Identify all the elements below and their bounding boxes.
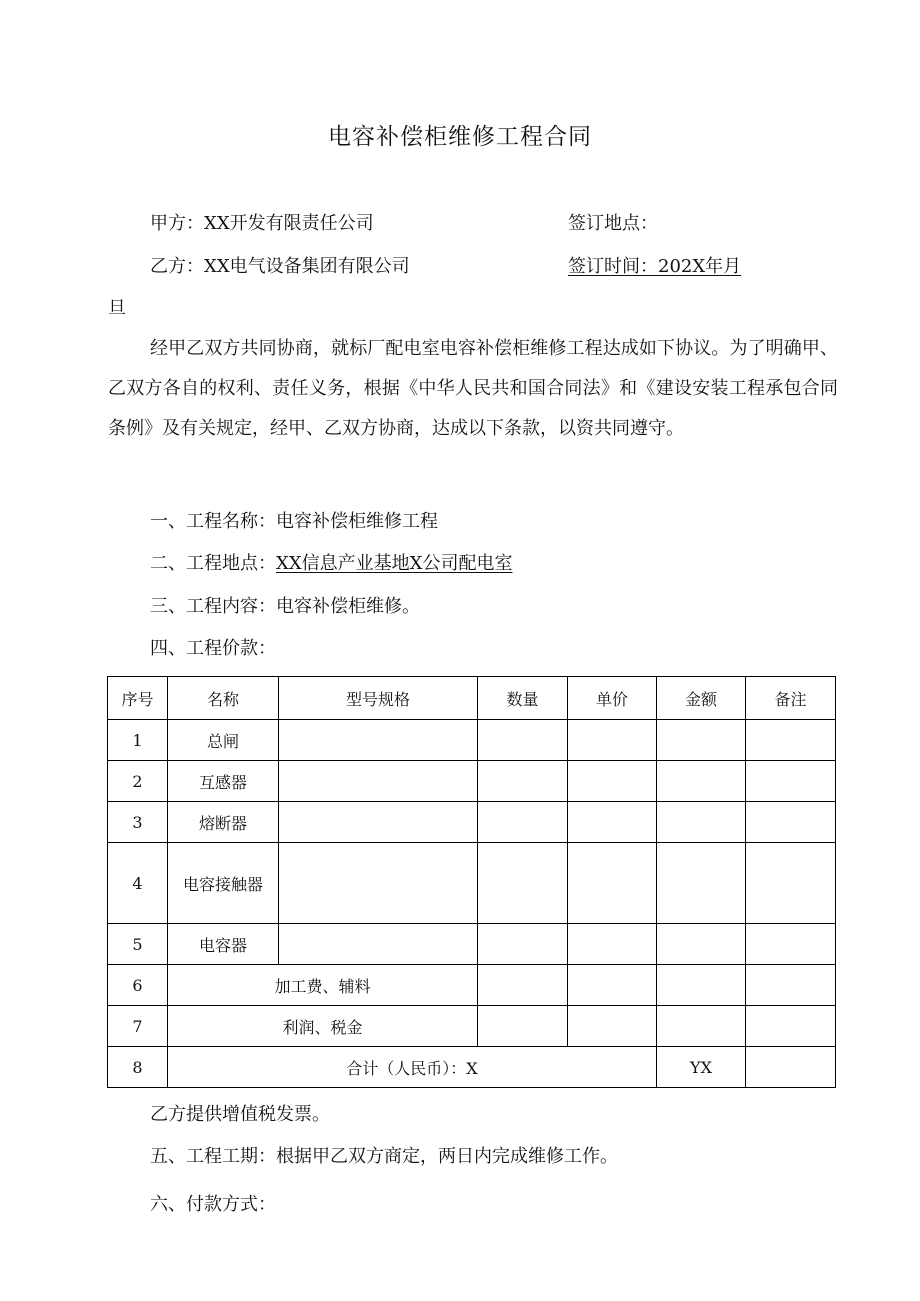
row-no: 5 [108, 924, 168, 965]
header-remark: 备注 [746, 677, 836, 720]
clause-6: 六、付款方式： [150, 1194, 276, 1215]
row-no: 4 [108, 843, 168, 924]
row-name: 加工费、辅料 [168, 965, 478, 1006]
row-qty [478, 720, 568, 761]
table-row [108, 924, 836, 965]
table-row [108, 761, 836, 802]
row-remark [746, 802, 836, 843]
row-unit-price [568, 924, 657, 965]
total-amount: YX [657, 1047, 746, 1088]
table-row [108, 802, 836, 843]
row-qty [478, 965, 568, 1006]
row-name: 利润、税金 [168, 1006, 478, 1047]
row-name: 总闸 [168, 720, 279, 761]
row-remark [746, 965, 836, 1006]
row-amount [657, 843, 746, 924]
row-spec [279, 802, 478, 843]
clause-1: 一、工程名称：电容补偿柜维修工程 [150, 511, 438, 532]
sign-time-text: 签订时间：202X年月 [568, 256, 742, 277]
sign-time-day: 旦 [108, 298, 126, 319]
preamble: 经甲乙双方共同协商，就标厂配电室电容补偿柜维修工程达成如下协议。为了明确甲、乙双方各自的权利、责任义务，根据《中华人民共和国合同法》和《建设安装工程承包合同条例》及有关规定，经甲、乙双方协商，达成以下条款，以资共同遵守。 [108, 338, 838, 439]
row-amount [657, 802, 746, 843]
table-row [108, 1006, 836, 1047]
row-qty [478, 802, 568, 843]
row-no: 2 [108, 761, 168, 802]
party-b: 乙方：XX电气设备集团有限公司 [150, 256, 410, 277]
table-row [108, 965, 836, 1006]
price-table [107, 676, 836, 1088]
clause-4: 四、工程价款： [150, 638, 276, 659]
row-remark [746, 720, 836, 761]
row-remark [746, 1006, 836, 1047]
row-amount [657, 720, 746, 761]
row-amount [657, 965, 746, 1006]
sign-place: 签订地点： [568, 213, 658, 234]
row-no: 3 [108, 802, 168, 843]
row-name: 电容接触器 [168, 843, 279, 924]
row-amount [657, 1006, 746, 1047]
header-unit-price: 单价 [568, 677, 657, 720]
row-no: 6 [108, 965, 168, 1006]
total-remark [746, 1047, 836, 1088]
row-remark [746, 843, 836, 924]
row-amount [657, 761, 746, 802]
row-unit-price [568, 720, 657, 761]
row-qty [478, 843, 568, 924]
row-no: 1 [108, 720, 168, 761]
row-no: 7 [108, 1006, 168, 1047]
table-row [108, 720, 836, 761]
table-total-row [108, 1047, 836, 1088]
party-a: 甲方：XX开发有限责任公司 [150, 213, 374, 234]
clause-5: 五、工程工期：根据甲乙双方商定，两日内完成维修工作。 [150, 1146, 618, 1167]
row-spec [279, 761, 478, 802]
header-amount: 金额 [657, 677, 746, 720]
invoice-note: 乙方提供增值税发票。 [150, 1104, 330, 1125]
row-qty [478, 924, 568, 965]
row-qty [478, 761, 568, 802]
header-no: 序号 [108, 677, 168, 720]
row-name: 熔断器 [168, 802, 279, 843]
total-no: 8 [108, 1047, 168, 1088]
row-qty [478, 1006, 568, 1047]
sign-time [568, 252, 741, 278]
clause-2 [150, 549, 512, 575]
table-header-row [108, 677, 836, 720]
row-name: 互感器 [168, 761, 279, 802]
row-unit-price [568, 761, 657, 802]
row-spec [279, 924, 478, 965]
header-qty: 数量 [478, 677, 568, 720]
row-remark [746, 761, 836, 802]
row-unit-price [568, 965, 657, 1006]
header-spec: 型号规格 [279, 677, 478, 720]
row-amount [657, 924, 746, 965]
row-name: 电容器 [168, 924, 279, 965]
total-label: 合计（人民币）：X [168, 1047, 657, 1088]
row-unit-price [568, 843, 657, 924]
contract-title: 电容补偿柜维修工程合同 [328, 124, 592, 150]
row-unit-price [568, 802, 657, 843]
clause-2-value: XX信息产业基地X公司配电室 [276, 553, 513, 574]
row-unit-price [568, 1006, 657, 1047]
header-name: 名称 [168, 677, 279, 720]
clause-2-label: 二、工程地点： [150, 553, 276, 574]
table-row [108, 843, 836, 924]
row-remark [746, 924, 836, 965]
row-spec [279, 720, 478, 761]
clause-3: 三、工程内容：电容补偿柜维修。 [150, 596, 420, 617]
row-spec [279, 843, 478, 924]
